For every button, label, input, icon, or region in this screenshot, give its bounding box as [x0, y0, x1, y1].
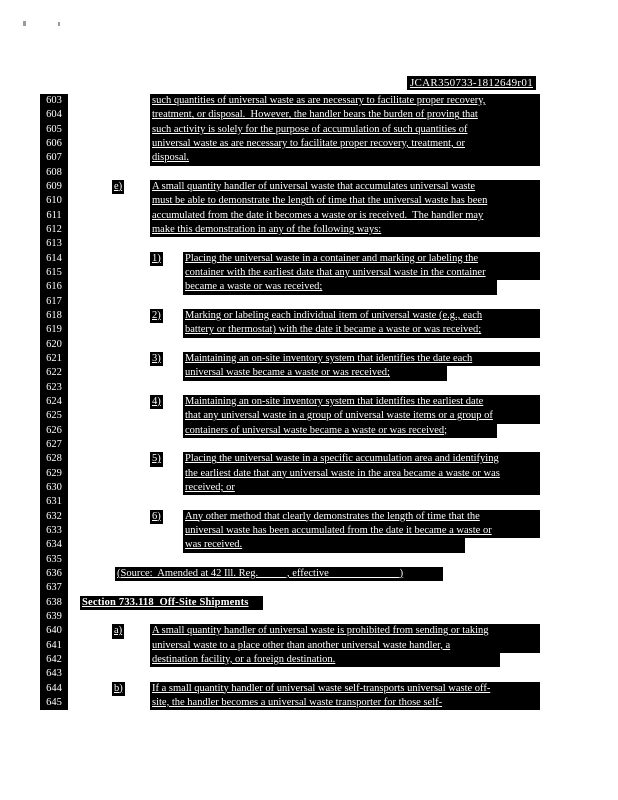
line-number: 620: [40, 338, 68, 352]
section-heading: Section 733.118 Off-Site Shipments: [80, 596, 263, 610]
document-line: [0, 151, 618, 165]
line-number: 626: [40, 424, 68, 438]
document-line: [0, 209, 618, 223]
line-text: containers of universal waste became a waste or was received;: [183, 424, 497, 438]
document-line: [0, 467, 618, 481]
line-number: 619: [40, 323, 68, 337]
line-number: 608: [40, 166, 68, 180]
line-number: 628: [40, 452, 68, 466]
line-number: 617: [40, 295, 68, 309]
line-number: 616: [40, 280, 68, 294]
line-number: 633: [40, 524, 68, 538]
document-line: [0, 653, 618, 667]
document-line: [0, 567, 618, 581]
document-line: [0, 252, 618, 266]
line-text: such quantities of universal waste as are necessary to facilitate proper recovery,: [150, 94, 540, 108]
document-line: [0, 166, 618, 180]
line-number: 607: [40, 151, 68, 165]
line-text: universal waste to a place other than another universal waste handler, a: [150, 639, 540, 653]
line-text: make this demonstration in any of the following ways:: [150, 223, 540, 237]
document-line: [0, 352, 618, 366]
line-number: 645: [40, 696, 68, 710]
doc-id: JCAR350733-1812649r01: [407, 76, 536, 90]
document-line: [0, 624, 618, 638]
line-text: Maintaining an on-site inventory system that identifies the earliest date: [183, 395, 540, 409]
document-line: [0, 639, 618, 653]
line-text: must be able to demonstrate the length of time that the universal waste has been: [150, 194, 540, 208]
document-line: [0, 223, 618, 237]
line-number: 604: [40, 108, 68, 122]
document-line: [0, 395, 618, 409]
line-number: 615: [40, 266, 68, 280]
line-text: was received.: [183, 538, 465, 552]
line-number: 624: [40, 395, 68, 409]
line-number: 622: [40, 366, 68, 380]
list-item-label: 1): [150, 252, 163, 266]
line-number: 637: [40, 581, 68, 595]
line-text: (Source: Amended at 42 Ill. Reg. , effective _____________): [115, 567, 443, 581]
list-item-label: 2): [150, 309, 163, 323]
line-text: universal waste as are necessary to facilitate proper recovery, treatment, or: [150, 137, 540, 151]
line-text: Placing the universal waste in a container and marking or labeling the: [183, 252, 540, 266]
line-number: 612: [40, 223, 68, 237]
list-item-label: 6): [150, 510, 163, 524]
line-number: 639: [40, 610, 68, 624]
list-item-label: 4): [150, 395, 163, 409]
line-number: 642: [40, 653, 68, 667]
line-text: destination facility, or a foreign destination.: [150, 653, 500, 667]
line-text: such activity is solely for the purpose of accumulation of such quantities of: [150, 123, 540, 137]
line-text: universal waste became a waste or was received;: [183, 366, 447, 380]
line-number: 629: [40, 467, 68, 481]
document-line: [0, 610, 618, 624]
line-text: Marking or labeling each individual item of universal waste (e.g., each: [183, 309, 540, 323]
document-line: [0, 424, 618, 438]
line-number: 640: [40, 624, 68, 638]
line-text: container with the earliest date that any universal waste in the container: [183, 266, 540, 280]
document-line: [0, 338, 618, 352]
line-number: 641: [40, 639, 68, 653]
line-text: accumulated from the date it becomes a waste or is received. The handler may: [150, 209, 540, 223]
line-number: 638: [40, 596, 68, 610]
line-text: Any other method that clearly demonstrates the length of time that the: [183, 510, 540, 524]
document-line: [0, 538, 618, 552]
document-line: [0, 323, 618, 337]
document-line: [0, 123, 618, 137]
line-number: 632: [40, 510, 68, 524]
line-number: 635: [40, 553, 68, 567]
line-number: 605: [40, 123, 68, 137]
line-text: A small quantity handler of universal waste that accumulates universal waste: [150, 180, 540, 194]
line-text: became a waste or was received;: [183, 280, 497, 294]
line-number: 609: [40, 180, 68, 194]
document-line: [0, 596, 618, 610]
document-line: [0, 366, 618, 380]
list-item-label: 5): [150, 452, 163, 466]
document-line: [0, 524, 618, 538]
line-text: universal waste has been accumulated from the date it became a waste or: [183, 524, 540, 538]
list-item-label: a): [112, 624, 124, 638]
document-line: [0, 495, 618, 509]
line-number: 634: [40, 538, 68, 552]
line-number: 613: [40, 237, 68, 251]
document-line: [0, 438, 618, 452]
line-text: treatment, or disposal. However, the handler bears the burden of proving that: [150, 108, 540, 122]
document-line: [0, 510, 618, 524]
line-number: 621: [40, 352, 68, 366]
line-number: 603: [40, 94, 68, 108]
line-text: that any universal waste in a group of universal waste items or a group of: [183, 409, 540, 423]
line-text: the earliest date that any universal waste in the area became a waste or was: [183, 467, 540, 481]
line-number: 606: [40, 137, 68, 151]
line-number: 625: [40, 409, 68, 423]
document-line: [0, 295, 618, 309]
line-number: 611: [40, 209, 68, 223]
line-number: 610: [40, 194, 68, 208]
document-line: [0, 280, 618, 294]
document-line: [0, 309, 618, 323]
line-text: A small quantity handler of universal waste is prohibited from sending or taking: [150, 624, 540, 638]
document-line: [0, 481, 618, 495]
document-line: [0, 266, 618, 280]
line-number: 643: [40, 667, 68, 681]
document-line: [0, 581, 618, 595]
line-text: disposal.: [150, 151, 540, 165]
line-number: 630: [40, 481, 68, 495]
document-line: [0, 452, 618, 466]
line-number: 631: [40, 495, 68, 509]
document-line: [0, 682, 618, 696]
scan-artifact: [23, 21, 26, 26]
line-number: 627: [40, 438, 68, 452]
document-line: [0, 94, 618, 108]
document-line: [0, 696, 618, 710]
document-line: [0, 237, 618, 251]
line-number: 644: [40, 682, 68, 696]
document-line: [0, 381, 618, 395]
document-line: [0, 137, 618, 151]
line-text: site, the handler becomes a universal waste transporter for those self-: [150, 696, 540, 710]
document-line: [0, 180, 618, 194]
list-item-label: 3): [150, 352, 163, 366]
document-line: [0, 409, 618, 423]
line-text: battery or thermostat) with the date it became a waste or was received;: [183, 323, 540, 337]
document-line: [0, 553, 618, 567]
line-number: 614: [40, 252, 68, 266]
line-text: Placing the universal waste in a specific accumulation area and identifying: [183, 452, 540, 466]
line-text: If a small quantity handler of universal waste self-transports universal waste off-: [150, 682, 540, 696]
document-line: [0, 194, 618, 208]
line-number: 618: [40, 309, 68, 323]
scan-artifact: [58, 22, 60, 26]
line-text: Maintaining an on-site inventory system that identifies the date each: [183, 352, 540, 366]
line-number: 636: [40, 567, 68, 581]
line-text: received; or: [183, 481, 540, 495]
document-line: [0, 667, 618, 681]
line-number: 623: [40, 381, 68, 395]
list-item-label: e): [112, 180, 124, 194]
list-item-label: b): [112, 682, 125, 696]
document-line: [0, 108, 618, 122]
